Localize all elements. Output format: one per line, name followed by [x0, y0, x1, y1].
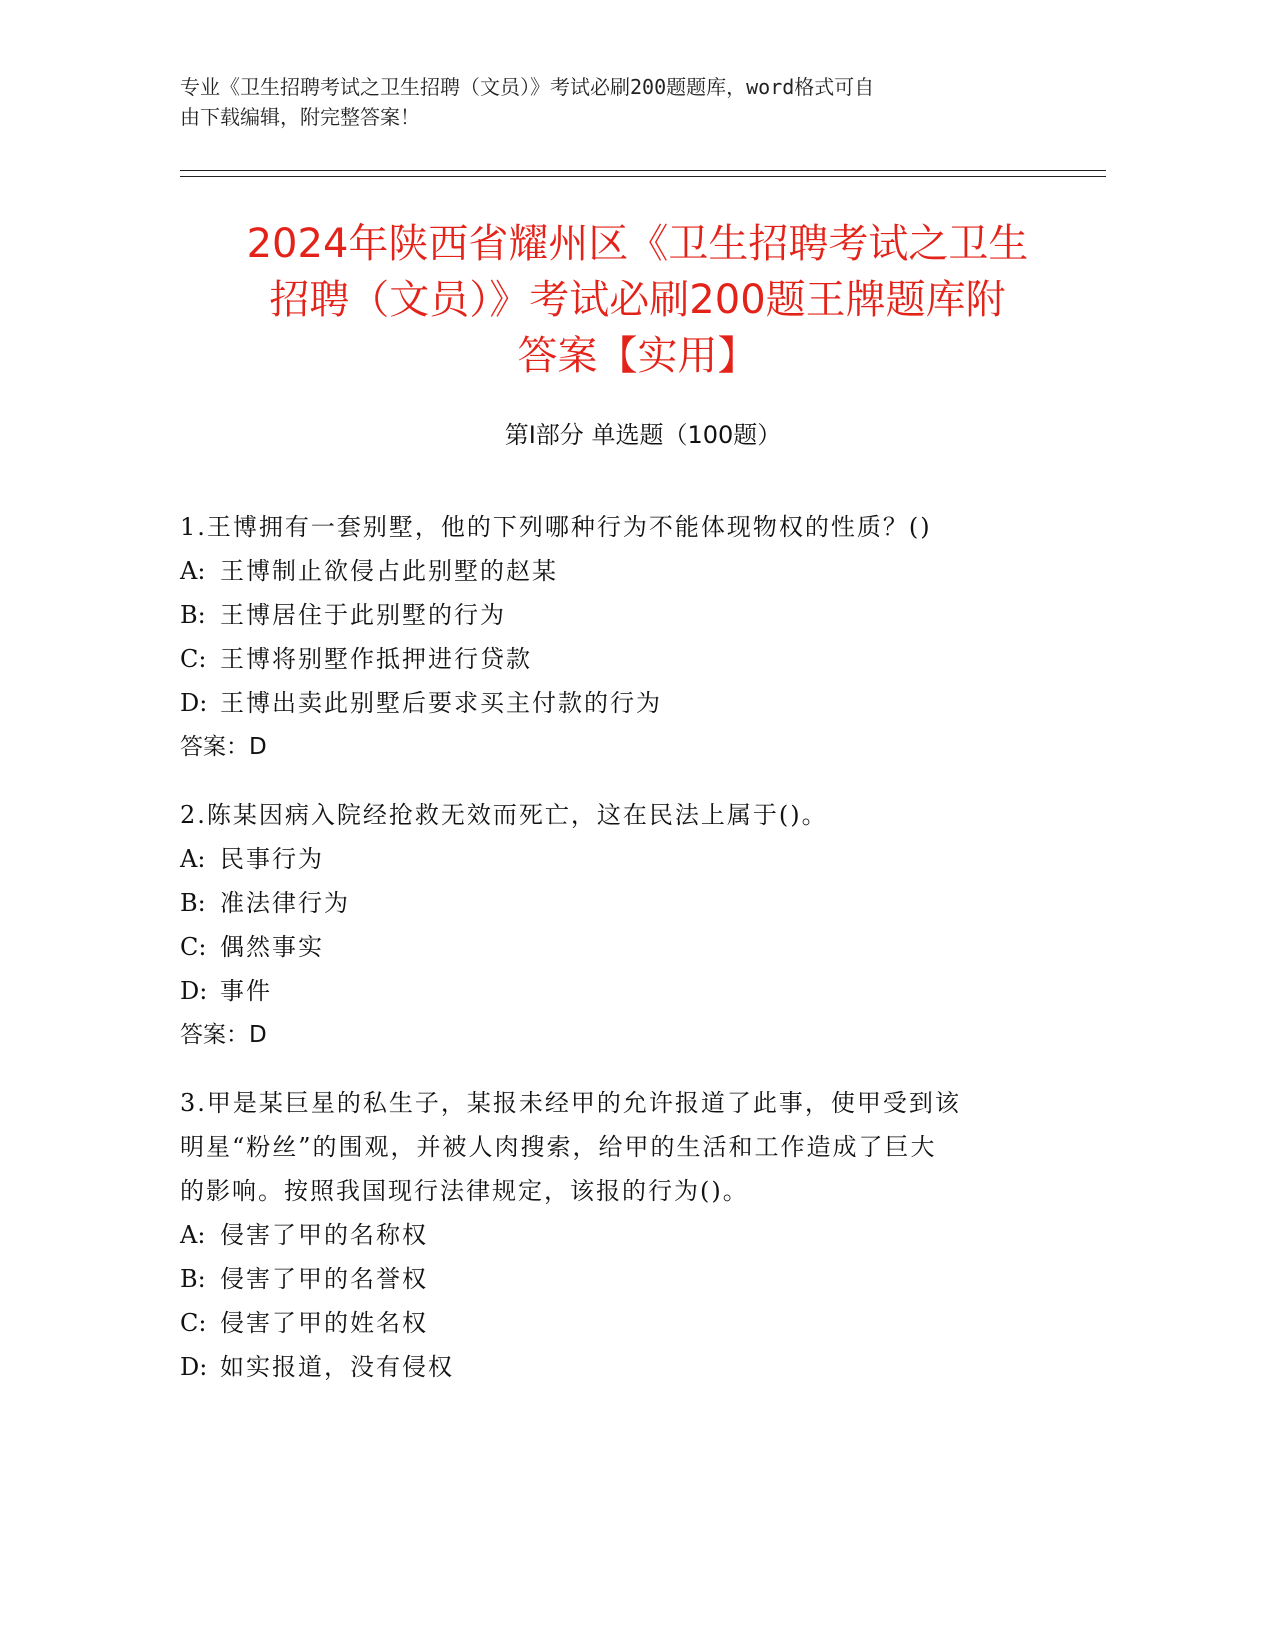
option-letter: C:: [180, 933, 207, 961]
title-line: 2024年陕西省耀州区《卫生招聘考试之卫生: [246, 221, 1029, 267]
option-a: [180, 837, 1060, 881]
question-text: 1.王博拥有一套别墅，他的下列哪种行为不能体现物权的性质？(): [180, 513, 932, 541]
option-d: [180, 1345, 1060, 1389]
title-line: 招聘（文员）》考试必刷200题王牌题库附: [269, 277, 1006, 323]
question-text-line: 3.甲是某巨星的私生子，某报未经甲的允许报道了此事，使甲受到该: [180, 1089, 961, 1117]
option-text: 准法律行为: [220, 889, 350, 917]
option-d: [180, 681, 1060, 725]
option-b: [180, 881, 1060, 925]
option-letter: D:: [180, 977, 208, 1005]
header-note-line: 专业《卫生招聘考试之卫生招聘（文员）》考试必刷200题题库，word格式可自: [180, 75, 875, 99]
option-c: [180, 637, 1060, 681]
header-note: [180, 72, 1060, 132]
option-letter: C:: [180, 1309, 207, 1337]
option-text: 如实报道，没有侵权: [220, 1353, 454, 1381]
option-text: 王博制止欲侵占此别墅的赵某: [220, 557, 558, 585]
option-a: [180, 1213, 1060, 1257]
option-c: [180, 1301, 1060, 1345]
answer: 答案：D: [180, 1022, 267, 1048]
title-line: 答案【实用】: [517, 333, 758, 379]
option-text: 侵害了甲的名称权: [220, 1221, 428, 1249]
option-text: 偶然事实: [220, 933, 324, 961]
option-text: 事件: [220, 977, 272, 1005]
question-text-line: 明星“粉丝”的围观，并被人肉搜索，给甲的生活和工作造成了巨大: [180, 1133, 937, 1161]
question-2: [180, 793, 1060, 1057]
question-list: [180, 505, 1060, 1413]
option-letter: A:: [180, 1221, 206, 1249]
header-divider-bottom: [180, 176, 1106, 177]
question-text-line: 的影响。按照我国现行法律规定，该报的行为()。: [180, 1177, 749, 1205]
option-d: [180, 969, 1060, 1013]
section-heading: 第Ⅰ部分 单选题（100题）: [504, 421, 782, 449]
option-text: 王博将别墅作抵押进行贷款: [220, 645, 532, 673]
header-divider-top: [180, 170, 1106, 171]
option-b: [180, 1257, 1060, 1301]
option-text: 民事行为: [220, 845, 324, 873]
option-a: [180, 549, 1060, 593]
option-letter: B:: [180, 889, 206, 917]
option-text: 侵害了甲的名誉权: [220, 1265, 428, 1293]
question-text: 2.陈某因病入院经抢救无效而死亡，这在民法上属于()。: [180, 801, 828, 829]
header-note-line: 由下载编辑，附完整答案！: [180, 105, 420, 129]
option-letter: B:: [180, 601, 206, 629]
option-letter: B:: [180, 1265, 206, 1293]
option-letter: A:: [180, 557, 206, 585]
option-letter: D:: [180, 1353, 208, 1381]
answer: 答案：D: [180, 734, 267, 760]
option-b: [180, 593, 1060, 637]
question-3: [180, 1081, 1060, 1389]
document-title: [150, 216, 1125, 384]
question-1: [180, 505, 1060, 769]
option-c: [180, 925, 1060, 969]
option-letter: A:: [180, 845, 206, 873]
option-letter: D:: [180, 689, 208, 717]
option-text: 王博居住于此别墅的行为: [220, 601, 506, 629]
option-letter: C:: [180, 645, 207, 673]
option-text: 王博出卖此别墅后要求买主付款的行为: [220, 689, 662, 717]
option-text: 侵害了甲的姓名权: [220, 1309, 428, 1337]
